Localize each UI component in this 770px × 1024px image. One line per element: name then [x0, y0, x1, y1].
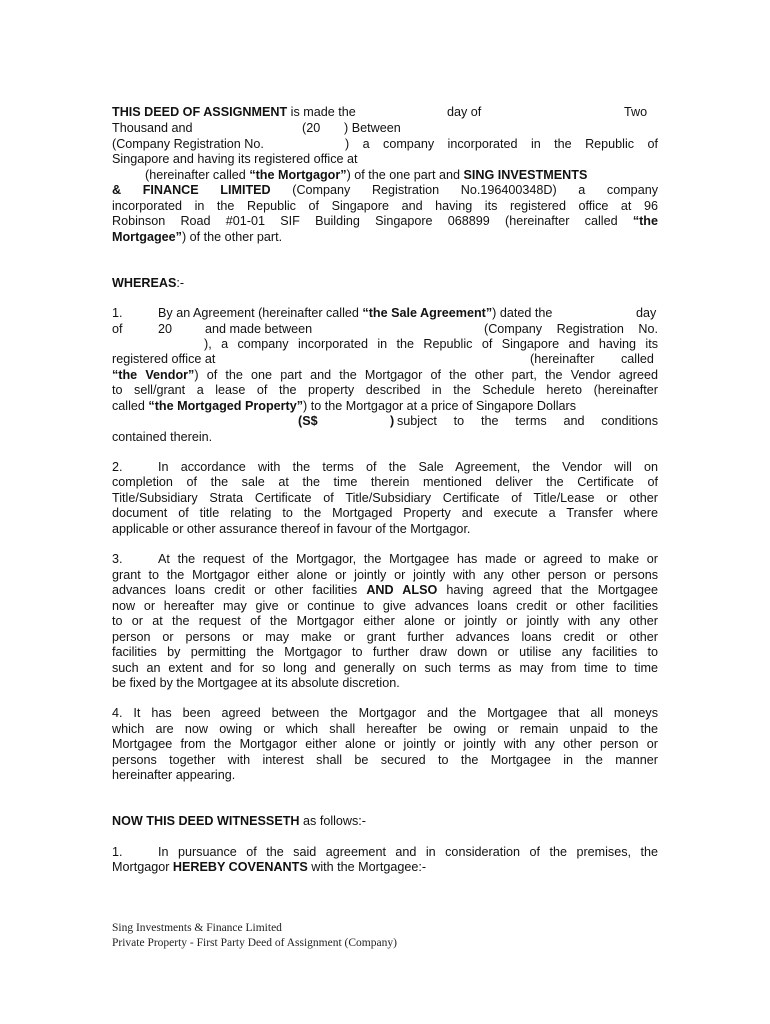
- intro-day-of: day of: [447, 105, 482, 119]
- clause-3-line-9: be fixed by the Mortgagee at its absolute discretion.: [112, 676, 400, 690]
- clause-text: By an Agreement (hereinafter called: [158, 306, 363, 320]
- intro-incorporated: ) a company incorporated in the Republic of: [345, 137, 658, 151]
- term-mortgagor: “the Mortgagor”: [249, 168, 347, 182]
- intro-line-6: [112, 183, 658, 198]
- clause-3-line-3: [112, 583, 658, 598]
- clause-text: having agreed that the Mortgagee: [437, 583, 658, 597]
- intro-year: (20: [302, 121, 321, 135]
- intro-line-9: [112, 230, 658, 245]
- witnesseth-bold: NOW THIS DEED WITNESSETH: [112, 814, 300, 828]
- clause-3-line-1: At the request of the Mortgagor, the Mortgagee has made or agreed to make or: [158, 552, 658, 566]
- mortgagee-name-1: SING INVESTMENTS: [463, 168, 588, 182]
- intro-two: Two: [624, 105, 648, 119]
- clause-4-line-2: which are now owing or which shall hereafter be owing or remain unpaid to the: [112, 722, 658, 736]
- clause-1-paren: ): [390, 414, 395, 428]
- clause-1-made-between: and made between: [205, 322, 313, 336]
- intro-text: (hereinafter called: [145, 168, 250, 182]
- intro-text: (Company Registration No.196400348D) a company: [270, 183, 658, 197]
- mortgagee-name-2: & FINANCE LIMITED: [112, 183, 271, 197]
- clause-text: with the Mortgagee:-: [307, 860, 427, 874]
- clause-1-year: 20: [158, 322, 173, 336]
- covenant-1-line-1: In pursuance of the said agreement and in consideration of the premises, the: [158, 845, 658, 859]
- deed-title: THIS DEED OF ASSIGNMENT: [112, 105, 288, 119]
- clause-4-line-1: 4. It has been agreed between the Mortgagor and the Mortgagee that all moneys: [112, 706, 658, 720]
- clause-2-line-5: applicable or other assurance thereof in favour of the Mortgagor.: [112, 522, 471, 536]
- clause-1-line-7: [112, 399, 658, 414]
- clause-text: called: [112, 399, 149, 413]
- clause-1-line-9: contained therein.: [112, 430, 213, 444]
- intro-text: is made the: [287, 105, 356, 119]
- clause-3-line-6: person or persons or may make or grant further advances loans credit or other: [112, 630, 658, 644]
- clause-2-line-4: document of title relating to the Mortgaged Property and execute a Transfer where: [112, 506, 658, 520]
- clause-1-day: day: [636, 306, 657, 320]
- intro-registered-office: Singapore and having its registered office at: [112, 152, 358, 166]
- intro-between: ) Between: [344, 121, 401, 135]
- clause-2-number: 2.: [112, 460, 123, 474]
- clause-text: ) to the Mortgagor at a price of Singapore Dollars: [303, 399, 577, 413]
- clause-3-line-4: now or hereafter may give or continue to give advances loans credit or other facilities: [112, 599, 658, 613]
- clause-1-line-3: ), a company incorporated in the Republic of Singapore and having its: [204, 337, 658, 351]
- clause-1-called: called: [621, 352, 654, 366]
- intro-line-1: [112, 105, 658, 120]
- term-sale-agreement: “the Sale Agreement”: [362, 306, 493, 320]
- clause-2-line-2: completion of the sale at the time therein mentioned deliver the Certificate of: [112, 475, 658, 489]
- clause-1-subject: subject to the terms and conditions: [397, 414, 658, 428]
- clause-3-line-8: such an extent and for so long and generally on such terms as may from time to time: [112, 661, 658, 675]
- intro-company-reg: (Company Registration No.: [112, 137, 264, 151]
- clause-1-company-reg: (Company Registration No.: [484, 322, 658, 336]
- term-and-also: AND ALSO: [366, 583, 438, 597]
- clause-4-line-3: Mortgagee from the Mortgagor either alone or jointly or jointly with any other person or: [112, 737, 658, 751]
- term-hereby-covenants: HEREBY COVENANTS: [172, 860, 308, 874]
- whereas-heading: [112, 276, 658, 291]
- intro-line-7: incorporated in the Republic of Singapore and having its registered office at 96: [112, 199, 658, 213]
- clause-3-line-5: to or at the request of the Mortgagor either alone or jointly or jointly with any other: [112, 614, 658, 628]
- clause-1-registered-office: registered office at: [112, 352, 216, 366]
- clause-3-line-2: grant to the Mortgagor either alone or jointly or jointly with any other person or persons: [112, 568, 658, 582]
- term-vendor: “the Vendor”: [112, 368, 195, 382]
- clause-1-of: of: [112, 322, 123, 336]
- whereas-bold: WHEREAS: [112, 276, 177, 290]
- witnesseth-rest: as follows:-: [299, 814, 367, 828]
- clause-text: ) of the one part and the Mortgagor of the other part, the Vendor agreed: [194, 368, 659, 382]
- footer-company: Sing Investments & Finance Limited: [112, 922, 282, 934]
- intro-line-5: [145, 168, 658, 183]
- clause-1-line-5: [112, 368, 658, 383]
- clause-4-line-5: hereinafter appearing.: [112, 768, 236, 782]
- clause-2-line-1: In accordance with the terms of the Sale Agreement, the Vendor will on: [158, 460, 658, 474]
- witnesseth-heading: [112, 814, 658, 829]
- term-mortgaged-property: “the Mortgaged Property”: [148, 399, 304, 413]
- clause-1-hereinafter: (hereinafter: [530, 352, 595, 366]
- clause-1-number: 1.: [112, 306, 123, 320]
- clause-3-line-7: facilities by permitting the Mortgagor to further draw down or utilise any facilities to: [112, 645, 658, 659]
- clause-1-line-1: [158, 306, 552, 321]
- clause-1-line-6: to sell/grant a lease of the property described in the Schedule hereto (hereinafter: [112, 383, 658, 397]
- intro-thousand: Thousand and: [112, 121, 193, 135]
- term-mortgagee: Mortgagee”: [112, 230, 182, 244]
- clause-2-line-3: Title/Subsidiary Strata Certificate of Title/Subsidiary Certificate of Title/Lease or other: [112, 491, 658, 505]
- covenant-1-number: 1.: [112, 845, 123, 859]
- clause-4-line-4: persons together with interest shall be secured to the Mortgagee in the manner: [112, 753, 658, 767]
- clause-text: ) dated the: [492, 306, 553, 320]
- clause-3-number: 3.: [112, 552, 123, 566]
- clause-text: Mortgagor: [112, 860, 173, 874]
- footer-document-title: Private Property - First Party Deed of Assignment (Company): [112, 937, 397, 949]
- clause-1-sgd: (S$: [298, 414, 318, 428]
- term-the: “the: [632, 214, 658, 228]
- whereas-rest: :-: [176, 276, 185, 290]
- intro-text: ) of the one part and: [346, 168, 464, 182]
- intro-text: ) of the other part.: [181, 230, 283, 244]
- intro-text: Robinson Road #01-01 SIF Building Singapore 068899 (hereinafter called: [112, 214, 633, 228]
- clause-text: advances loans credit or other facilities: [112, 583, 367, 597]
- intro-line-8: [112, 214, 658, 229]
- covenant-1-line-2: [112, 860, 658, 875]
